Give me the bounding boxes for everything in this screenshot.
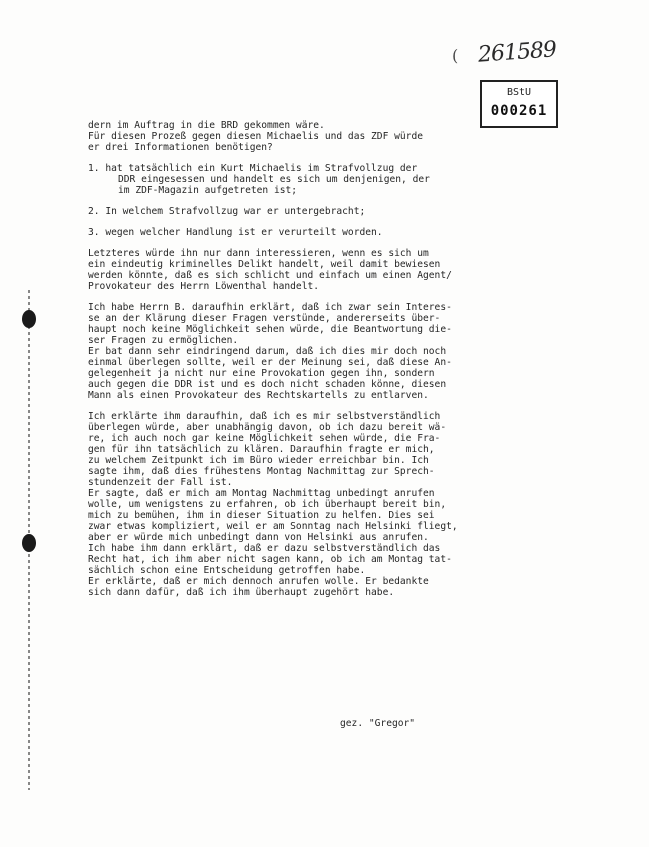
text-line: Provokateur des Herrn Löwenthal handelt.	[88, 281, 320, 292]
text-line: aber er würde mich unbedingt dann von Helsinki aus anrufen.	[88, 532, 429, 543]
paragraph-response	[88, 302, 528, 401]
text-line: DDR eingesessen und handelt es sich um denjenigen, der	[118, 174, 430, 185]
text-line: ser Fragen zu ermöglichen.	[88, 335, 239, 346]
text-line: dern im Auftrag in die BRD gekommen wäre.	[88, 120, 325, 131]
text-line: sächlich schon eine Entscheidung getroffen habe.	[88, 565, 366, 576]
text-line: haupt noch keine Möglichkeit sehen würde, die Beantwortung die-	[88, 324, 452, 335]
text-line: ein eindeutig kriminelles Delikt handelt, weil damit bewiesen	[88, 259, 441, 270]
text-line: werden könnte, daß es sich schlicht und einfach um einen Agent/	[88, 270, 452, 281]
letter-body	[88, 120, 528, 598]
paragraph-explanation	[88, 411, 528, 598]
text-line: Er erklärte, daß er mich dennoch anrufen wolle. Er bedankte	[88, 576, 429, 587]
text-line: gelegenheit ja nicht nur eine Provokation gegen ihn, sondern	[88, 368, 435, 379]
text-line: mich zu bemühen, ihm in dieser Situation zu helfen. Dies sei	[88, 510, 435, 521]
paragraph-question-1	[88, 163, 528, 196]
text-line: Ich habe ihm dann erklärt, daß er dazu selbstverständlich das	[88, 543, 441, 554]
text-line: 1. hat tatsächlich ein Kurt Michaelis im Strafvollzug der	[88, 163, 418, 174]
text-line: sagte ihm, daß dies frühestens Montag Nachmittag zur Sprech-	[88, 466, 435, 477]
text-line: Er bat dann sehr eindringend darum, daß ich dies mir doch noch	[88, 346, 447, 357]
text-line: Ich erklärte ihm daraufhin, daß ich es mir selbstverständlich	[88, 411, 441, 422]
handwritten-mark: (	[452, 46, 459, 65]
handwritten-page-number: 261589	[477, 37, 557, 68]
text-line: zwar etwas kompliziert, weil er am Sonntag nach Helsinki fliegt,	[88, 521, 458, 532]
text-line: 3. wegen welcher Handlung ist er verurteilt worden.	[88, 227, 383, 238]
text-line: Mann als einen Provokateur des Rechtskartells zu entlarven.	[88, 390, 429, 401]
text-line: Recht hat, ich ihm aber nicht sagen kann, ob ich am Montag tat-	[88, 554, 452, 565]
text-line: überlegen würde, aber unabhängig davon, ob ich dazu bereit wä-	[88, 422, 447, 433]
text-line: wolle, um wenigstens zu erfahren, ob ich überhaupt bereit bin,	[88, 499, 447, 510]
text-line: auch gegen die DDR ist und es doch nicht schaden könne, diesen	[88, 379, 447, 390]
text-line: Ich habe Herrn B. daraufhin erklärt, daß ich zwar sein Interes-	[88, 302, 452, 313]
punch-hole-upper	[22, 310, 36, 328]
text-line: re, ich auch noch gar keine Möglichkeit sehen würde, die Fra-	[88, 433, 441, 444]
stamp-label: BStU	[506, 87, 532, 98]
text-line: Er sagte, daß er mich am Montag Nachmittag unbedingt anrufen	[88, 488, 435, 499]
text-line: einmal überlegen sollte, weil er der Meinung sei, daß diese An-	[88, 357, 452, 368]
text-line: zu welchem Zeitpunkt ich im Büro wieder erreichbar bin. Ich	[88, 455, 429, 466]
text-line: stundenzeit der Fall ist.	[88, 477, 233, 488]
text-line: se an der Klärung dieser Fragen verstünde, andererseits über-	[88, 313, 441, 324]
text-line: Letzteres würde ihn nur dann interessieren, wenn es sich um	[88, 248, 429, 259]
text-line: 2. In welchem Strafvollzug war er untergebracht;	[88, 206, 366, 217]
text-line: Für diesen Prozeß gegen diesen Michaelis und das ZDF würde	[88, 131, 424, 142]
punch-hole-lower	[22, 534, 36, 552]
signature: gez. "Gregor"	[340, 718, 416, 729]
paragraph-question-2	[88, 206, 528, 217]
paragraph-intro	[88, 120, 528, 153]
text-line: gen für ihn tatsächlich zu klären. Daraufhin fragte er mich,	[88, 444, 435, 455]
text-line: sich dann dafür, daß ich ihm überhaupt zugehört habe.	[88, 587, 395, 598]
paragraph-question-3	[88, 227, 528, 238]
text-line: im ZDF-Magazin aufgetreten ist;	[118, 185, 298, 196]
stamp-number: 000261	[490, 103, 548, 119]
paragraph-interest	[88, 248, 528, 292]
text-line: er drei Informationen benötigen?	[88, 142, 273, 153]
